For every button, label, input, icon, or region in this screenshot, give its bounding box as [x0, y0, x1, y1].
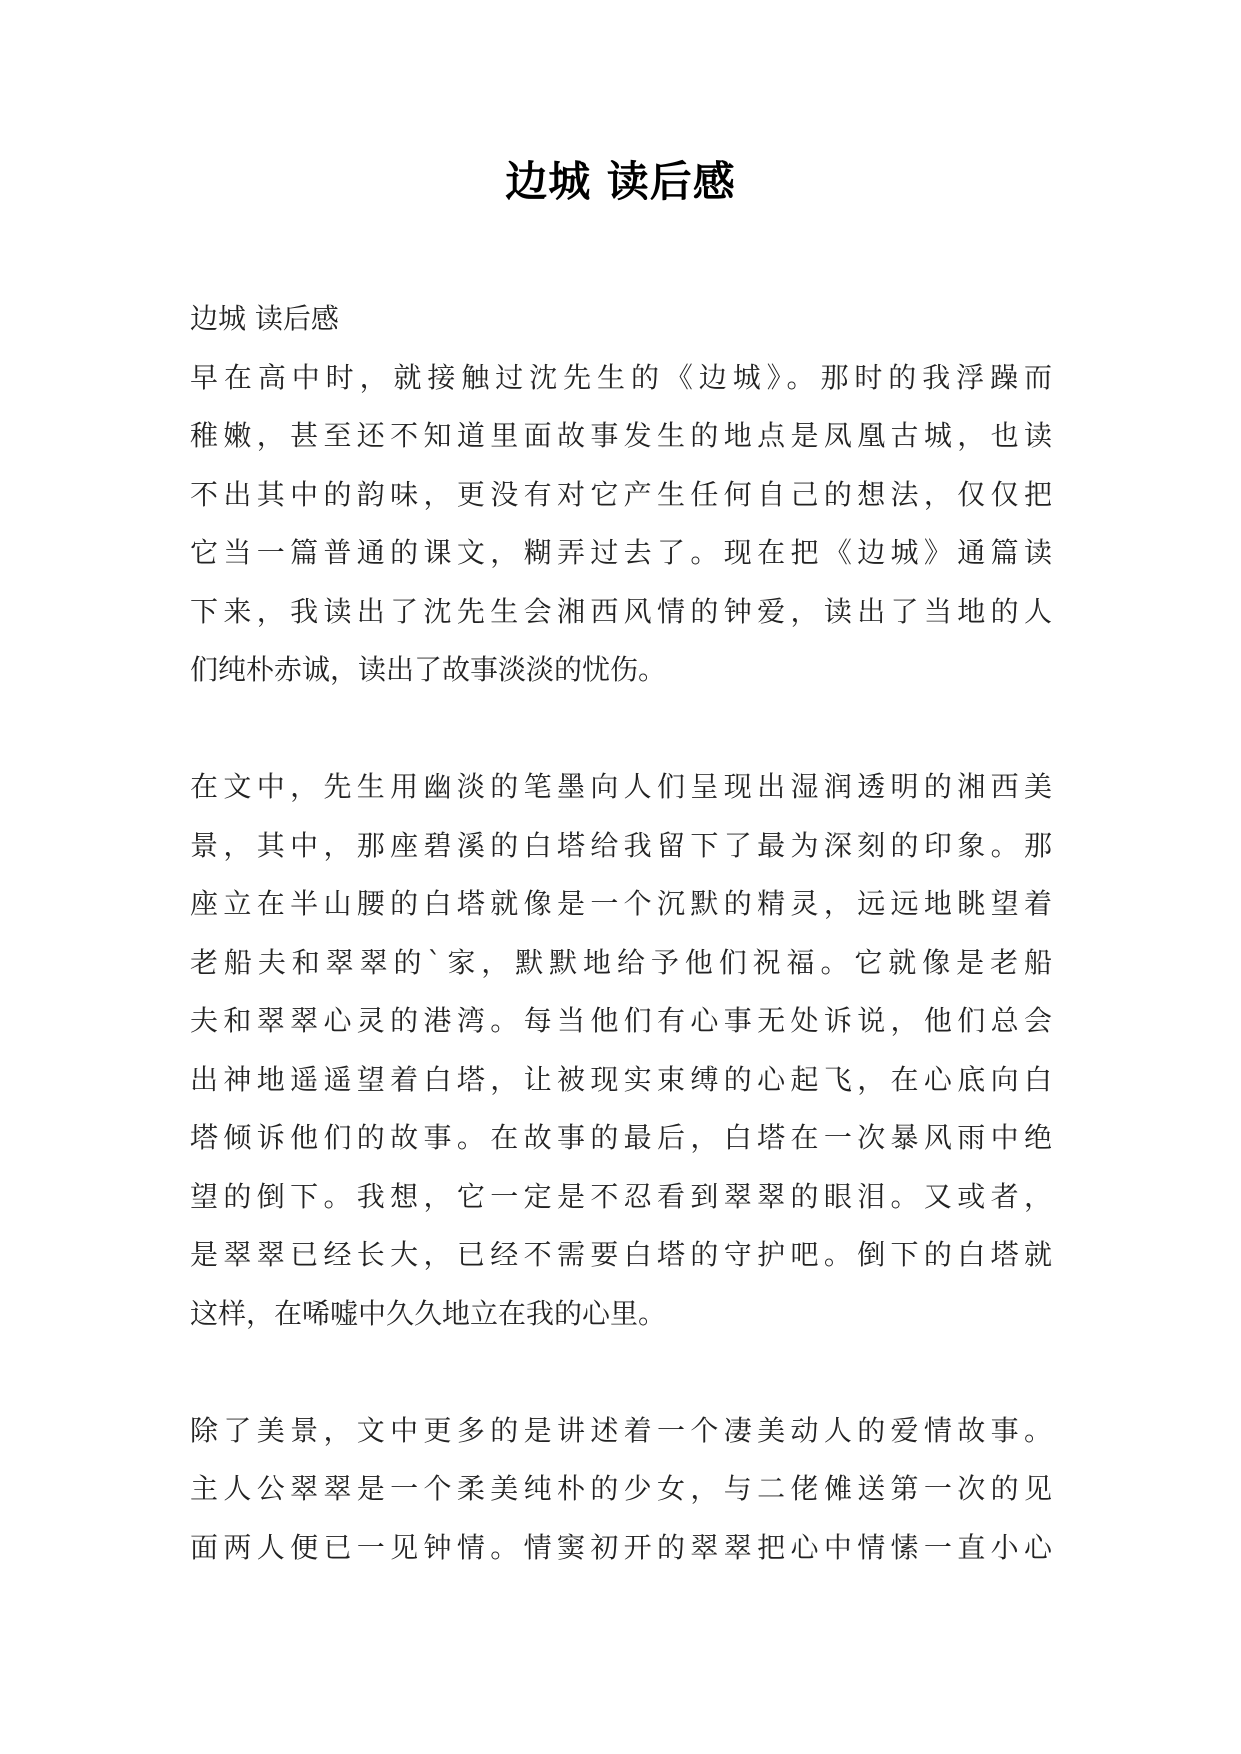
paragraph-2-line-1: 在文中，先生用幽淡的笔墨向人们呈现出湿润透明的湘西美: [190, 770, 1052, 803]
paragraph-3-line-1: 除了美景，文中更多的是讲述着一个凄美动人的爱情故事。: [190, 1413, 1052, 1447]
paragraph-2-line-9: 是翠翠已经长大，已经不需要白塔的守护吧。倒下的白塔就: [190, 1238, 1052, 1271]
paragraph-1-line-1: 早在高中时，就接触过沈先生的《边城》。那时的我浮躁而: [190, 360, 1052, 394]
paragraph-2-line-6: 出神地遥遥望着白塔，让被现实束缚的心起飞，在心底向白: [190, 1062, 1052, 1096]
document-subtitle: 边城 读后感: [190, 302, 339, 335]
paragraph-2-line-7: 塔倾诉他们的故事。在故事的最后，白塔在一次暴风雨中绝: [190, 1121, 1052, 1154]
paragraph-2-line-3: 座立在半山腰的白塔就像是一个沉默的精灵，远远地眺望着: [190, 887, 1052, 920]
paragraph-3-line-3: 面两人便已一见钟情。情窦初开的翠翠把心中情愫一直小心: [190, 1530, 1052, 1564]
paragraph-1-line-6: 们纯朴赤诚，读出了故事淡淡的忧伤。: [190, 653, 667, 686]
document-title: 边城 读后感: [505, 157, 736, 206]
paragraph-2-line-8: 望的倒下。我想，它一定是不忍看到翠翠的眼泪。又或者，: [190, 1179, 1052, 1213]
paragraph-1-line-4: 它当一篇普通的课文，糊弄过去了。现在把《边城》通篇读: [190, 536, 1052, 569]
paragraph-1-line-2: 稚嫩，甚至还不知道里面故事发生的地点是凤凰古城，也读: [190, 419, 1052, 452]
paragraph-1-line-3: 不出其中的韵味，更没有对它产生任何自己的想法，仅仅把: [190, 477, 1052, 511]
paragraph-3-line-2: 主人公翠翠是一个柔美纯朴的少女，与二佬傩送第一次的见: [190, 1472, 1052, 1505]
paragraph-spacer: [190, 700, 1052, 759]
paragraph-spacer: [190, 1343, 1052, 1402]
paragraph-2-line-4: 老船夫和翠翠的`家，默默地给予他们祝福。它就像是老船: [190, 945, 1052, 979]
paragraph-2-line-10: 这样，在唏嘘中久久地立在我的心里。: [190, 1296, 667, 1330]
document-body: [190, 290, 1052, 1577]
paragraph-1-line-5: 下来，我读出了沈先生会湘西风情的钟爱，读出了当地的人: [190, 594, 1052, 628]
paragraph-2-line-5: 夫和翠翠心灵的港湾。每当他们有心事无处诉说，他们总会: [190, 1004, 1052, 1037]
paragraph-2-line-2: 景，其中，那座碧溪的白塔给我留下了最为深刻的印象。那: [190, 828, 1052, 862]
